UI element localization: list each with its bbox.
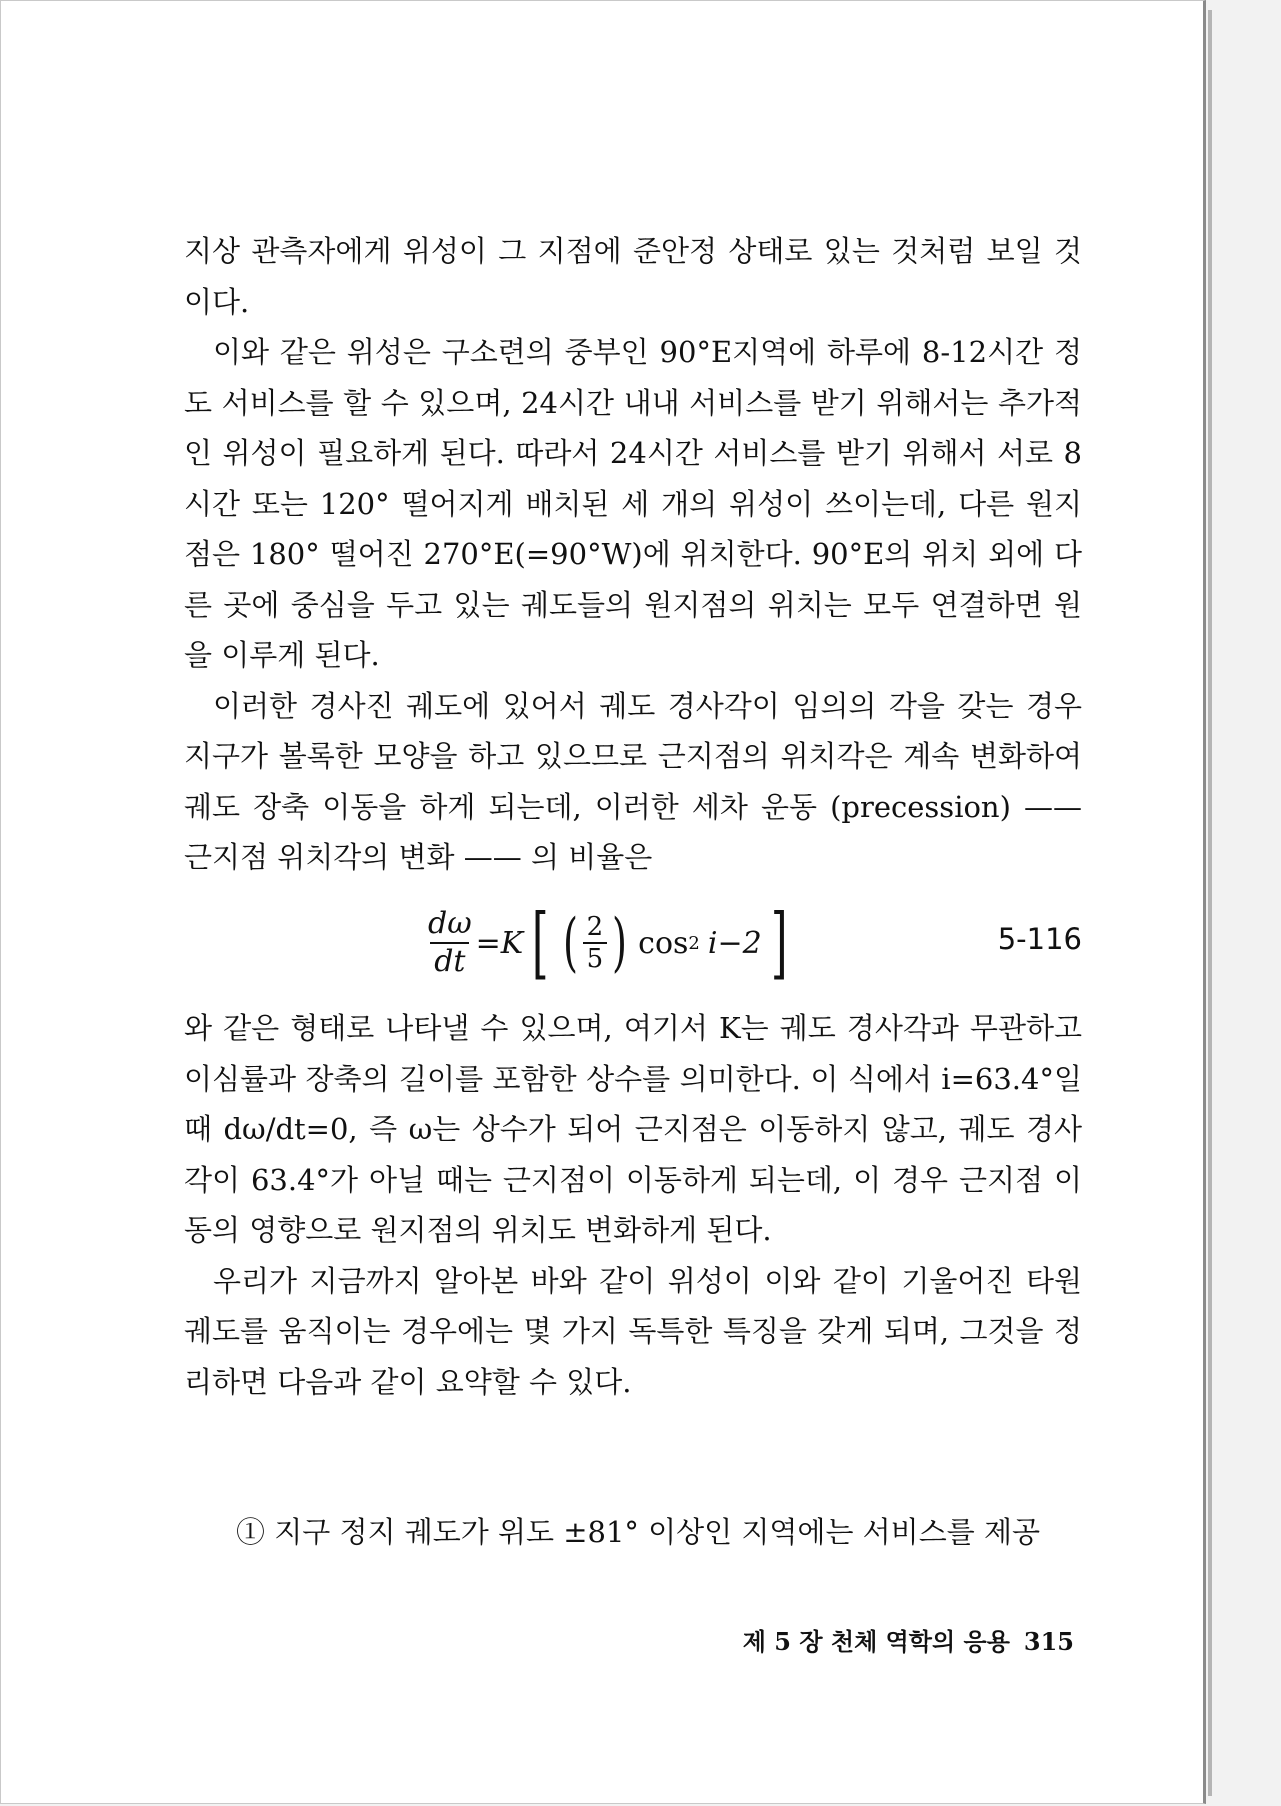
list-item-1: ① 지구 정지 궤도가 위도 ±81° 이상인 지역에는 서비스를 제공 (236, 1515, 1040, 1549)
equation-number: 5-116 (997, 922, 1082, 956)
lhs-denominator: dt (430, 942, 469, 980)
cos-term: cos (638, 925, 689, 961)
page-edge (1208, 10, 1212, 1796)
paragraph-5: 우리가 지금까지 알아본 바와 같이 위성이 이와 같이 기울어진 타원 궤도를 움직이는 경우에는 몇 가지 독특한 특징을 갖게 되며, 그것을 정리하면 다음과 같이 요약할 수 있다. (184, 1263, 1082, 1399)
page-footer (654, 1622, 1074, 1657)
inner-fraction (583, 912, 608, 974)
tail-term: i−2 (707, 925, 762, 961)
inner-denominator: 5 (583, 942, 608, 974)
paragraph-3: 이러한 경사진 궤도에 있어서 궤도 경사각이 임의의 각을 갖는 경우 지구가 볼록한 모양을 하고 있으므로 근지점의 위치각은 계속 변화하여 궤도 장축 이동을 하게 되는데, 이러한 세차 운동 (precession) —— 근지점 위치각의 변화 —— 의 비율은 (184, 688, 1082, 874)
paragraph-1: 지상 관측자에게 위성이 그 지점에 준안정 상태로 있는 것처럼 보일 것이다. (184, 234, 1082, 319)
body-text-bottom (184, 1003, 1082, 1407)
left-paren: ( (562, 906, 578, 980)
lhs-numerator: dω (428, 906, 472, 941)
inner-numerator: 2 (586, 912, 604, 942)
equation-block (184, 896, 1082, 996)
right-bracket: ] (770, 898, 788, 988)
lhs-fraction (424, 906, 476, 980)
equation (424, 898, 796, 988)
paragraph-2: 이와 같은 위성은 구소련의 중부인 90°E지역에 하루에 8-12시간 정도 서비스를 할 수 있으며, 24시간 내내 서비스를 받기 위해서는 추가적인 위성이 필요하게 된다. 따라서 24시간 서비스를 받기 위해서 서로 8시간 또는 120° 떨어지게 배치된 세 개의 위성이 쓰이는데, 다른 원지점은 180° 떨어진 270°E(=90°W)에 위치한다. 90°E의 위치 외에 다른 곳에 중심을 두고 있는 궤도들의 원지점의 위치는 모두 연결하면 원을 이루게 된다. (184, 335, 1082, 672)
cos-exponent: 2 (688, 932, 700, 954)
page-number: 315 (1023, 1627, 1074, 1656)
paragraph-4: 와 같은 형태로 나타낼 수 있으며, 여기서 K는 궤도 경사각과 무관하고 이심률과 장축의 길이를 포함한 상수를 의미한다. 이 식에서 i=63.4°일 때 dω/dt=0, 즉 ω는 상수가 되어 근지점은 이동하지 않고, 궤도 경사각이 63.4°가 아닐 때는 근지점이 이동하게 되는데, 이 경우 근지점 이동의 영향으로 원지점의 위치도 변화하게 된다. (184, 1011, 1082, 1247)
equals-k: =K (475, 925, 524, 961)
body-text-top (184, 226, 1082, 883)
left-bracket: [ (532, 898, 549, 988)
right-paren: ) (612, 906, 628, 980)
chapter-title: 제 5 장 천체 역학의 응용 (742, 1627, 1010, 1656)
